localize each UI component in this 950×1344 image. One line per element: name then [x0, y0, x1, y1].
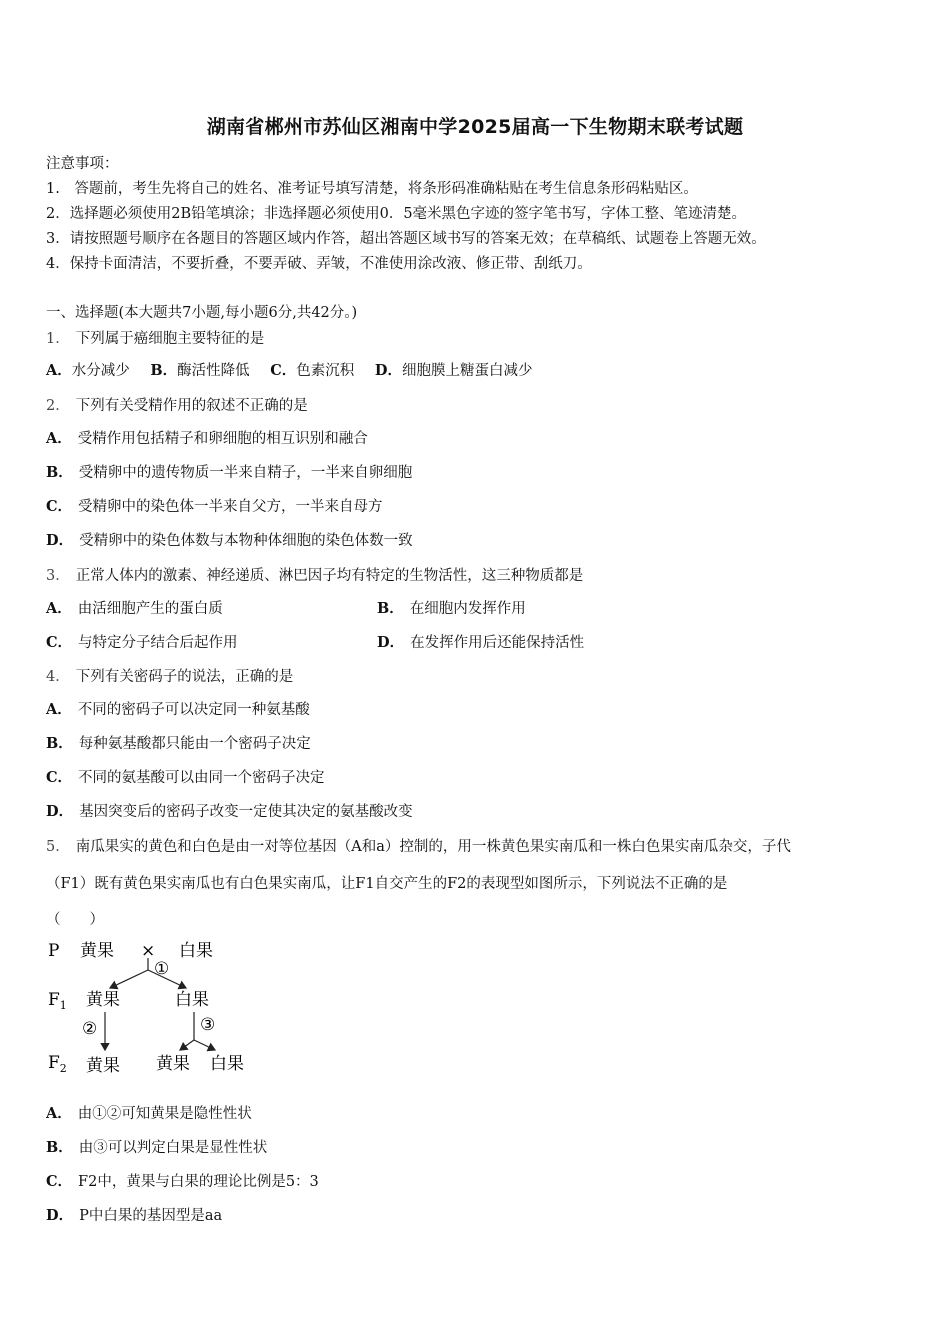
question-number: 1． [46, 331, 70, 347]
question-number: 5． [46, 839, 70, 855]
section-heading: 一、选择题(本大题共7小题,每小题6分,共42分。) [46, 305, 358, 321]
step-3-marker: ③ [200, 1015, 216, 1035]
generation-f2-label: $F_2$ [48, 1053, 67, 1075]
f2-yellow-fruit-right: 黄果 [156, 1054, 190, 1074]
option-b: B． 每种氨基酸都只能由一个密码子决定 [46, 735, 311, 752]
notice-item: 4．保持卡面清洁，不要折叠，不要弄破、弄皱，不准使用涂改液、修正带、刮纸刀。 [46, 256, 592, 272]
question-number: 2． [46, 398, 70, 414]
question-5-stem-line2: （F1）既有黄色果实南瓜也有白色果实南瓜，让F1自交产生的F2的表现型如图所示，下列说法不正确的是 [46, 876, 728, 892]
option-a: A． 由活细胞产生的蛋白质 [46, 600, 223, 617]
page-title: 湖南省郴州市苏仙区湘南中学2025届高一下生物期末联考试题 [206, 116, 744, 138]
option-a: A． 受精作用包括精子和卵细胞的相互识别和融合 [46, 430, 368, 447]
option-b: B． 受精卵中的遗传物质一半来自精子，一半来自卵细胞 [46, 464, 413, 481]
option-d: D．细胞膜上糖蛋白减少 [374, 362, 533, 379]
option-b: B． 由③可以判定白果是显性性状 [46, 1139, 268, 1156]
p-yellow-fruit: 黄果 [80, 941, 114, 961]
option-c: C． 与特定分子结合后起作用 [46, 634, 238, 651]
generation-f1-label: $F_1$ [48, 990, 67, 1012]
option-d: D． 受精卵中的染色体数与本物种体细胞的染色体数一致 [46, 532, 413, 549]
genetic-cross-diagram [40, 936, 260, 1082]
answer-bracket: （ ） [46, 912, 104, 928]
option-c: C． 不同的氨基酸可以由同一个密码子决定 [46, 769, 325, 786]
question-text: 下列有关密码子的说法，正确的是 [75, 669, 294, 685]
cross-symbol: × [141, 941, 156, 961]
option-c: C．色素沉积 [270, 362, 355, 379]
question-1-stem [46, 327, 264, 348]
notice-item: 2．选择题必须使用2B铅笔填涂；非选择题必须使用0．5毫米黑色字迹的签字笔书写，字体工整、笔迹清楚。 [46, 206, 747, 222]
question-5-stem [46, 835, 791, 856]
arrow-to-f1-yellow [110, 970, 148, 988]
f2-white-fruit: 白果 [210, 1054, 244, 1074]
step-2-marker: ② [82, 1019, 98, 1039]
notice-heading: 注意事项： [46, 156, 119, 172]
question-text: 下列属于癌细胞主要特征的是 [75, 331, 265, 347]
f2-yellow-fruit-left: 黄果 [86, 1056, 120, 1076]
option-a: A． 由①②可知黄果是隐性性状 [46, 1105, 252, 1122]
notice-item: 3．请按照题号顺序在各题目的答题区域内作答，超出答题区域书写的答案无效；在草稿纸、试题卷上答题无效。 [46, 231, 766, 247]
notice-item: 1. 答题前，考生先将自己的姓名、准考证号填写清楚，将条形码准确粘贴在考生信息条形码粘贴区。 [46, 181, 698, 197]
question-3-stem [46, 564, 583, 585]
option-c: C． 受精卵中的染色体一半来自父方，一半来自母方 [46, 498, 383, 515]
step-1-marker: ① [154, 959, 170, 979]
f1-yellow-fruit: 黄果 [86, 990, 120, 1010]
option-b: B．酶活性降低 [150, 362, 250, 379]
question-1-options [46, 359, 548, 380]
question-number: 4． [46, 669, 70, 685]
arrow-to-f2-yellow [180, 1040, 194, 1050]
f1-white-fruit: 白果 [175, 990, 209, 1010]
arrow-to-f2-white [194, 1040, 215, 1050]
option-d: D． 基因突变后的密码子改变一定使其决定的氨基酸改变 [46, 803, 413, 820]
question-text: 下列有关受精作用的叙述不正确的是 [75, 398, 308, 414]
option-b: B． 在细胞内发挥作用 [377, 600, 526, 617]
generation-p-label: P [48, 941, 60, 961]
question-text: 南瓜果实的黄色和白色是由一对等位基因（A和a）控制的，用一株黄色果实南瓜和一株白色果实南瓜杂交，子代 [75, 839, 791, 855]
option-c: C． F2中，黄果与白果的理论比例是5：3 [46, 1173, 319, 1190]
question-2-stem [46, 394, 308, 415]
p-white-fruit: 白果 [179, 941, 213, 961]
option-d: D． P中白果的基因型是aa [46, 1207, 223, 1224]
option-a: A．水分减少 [46, 362, 130, 379]
option-a: A． 不同的密码子可以决定同一种氨基酸 [46, 701, 310, 718]
question-number: 3． [46, 568, 70, 584]
question-4-stem [46, 665, 293, 686]
option-d: D． 在发挥作用后还能保持活性 [377, 634, 585, 651]
question-text: 正常人体内的激素、神经递质、淋巴因子均有特定的生物活性，这三种物质都是 [75, 568, 584, 584]
